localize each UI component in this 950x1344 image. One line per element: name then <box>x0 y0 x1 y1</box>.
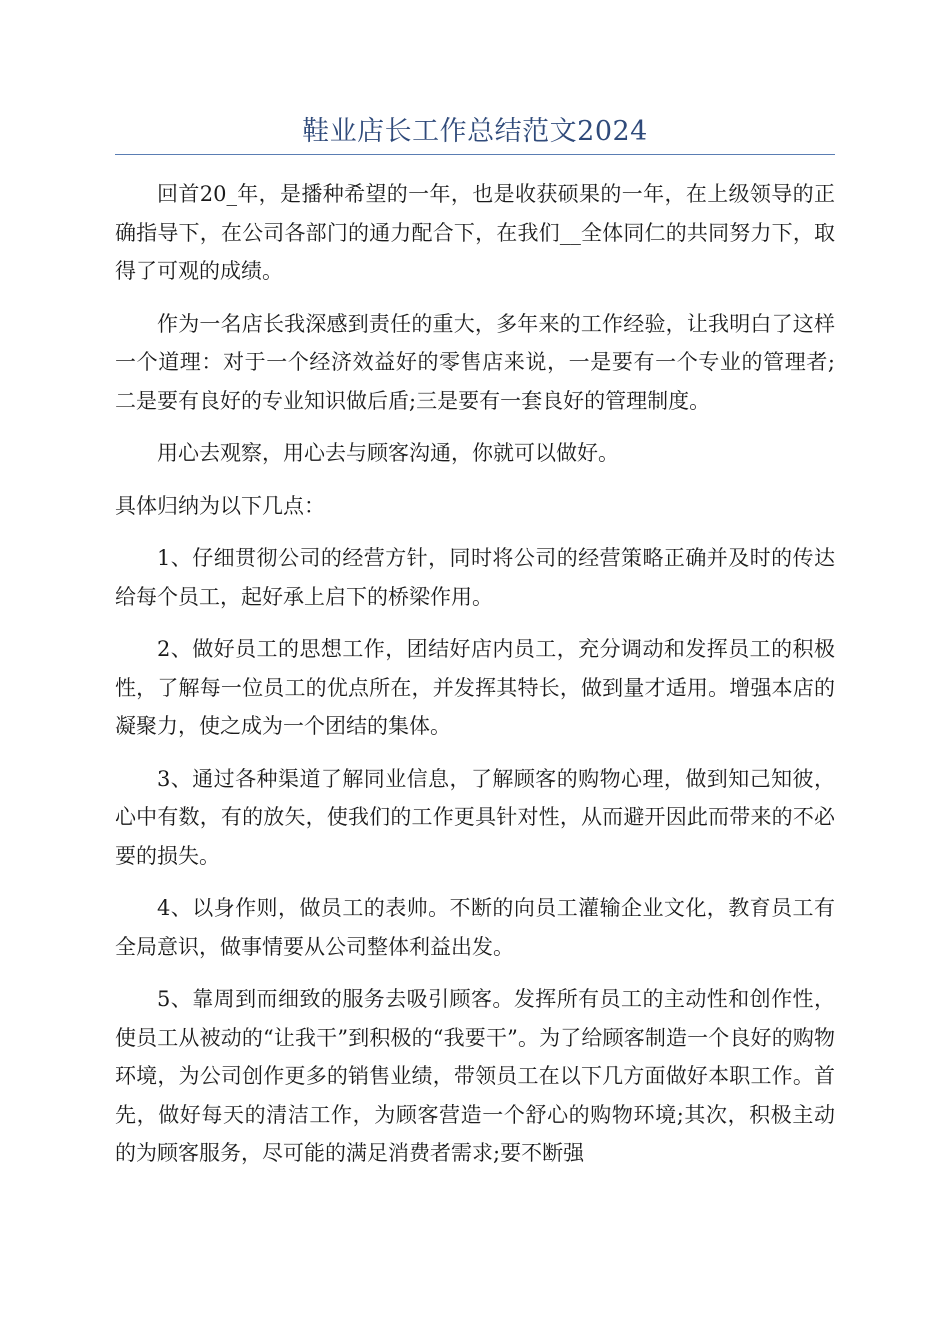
paragraph-summary-heading: 具体归纳为以下几点： <box>115 493 325 518</box>
list-item-5: 5、靠周到而细致的服务去吸引顾客。发挥所有员工的主动性和创作性，使员工从被动的“让我干”到积极的“我要干”。为了给顾客制造一个良好的购物环境，为公司创作更多的销售业绩，带领员工在以下几方面做好本职工作。首先，做好每天的清洁工作，为顾客营造一个舒心的购物环境;其次，积极主动的为顾客服务，尽可能的满足消费者需求;要不断强 <box>115 987 835 1165</box>
paragraph-responsibility: 作为一名店长我深感到责任的重大，多年来的工作经验，让我明白了这样一个道理：对于一个经济效益好的零售店来说，一是要有一个专业的管理者;二是要有良好的专业知识做后盾;三是要有一套良好的管理制度。 <box>115 311 835 413</box>
list-item-1: 1、仔细贯彻公司的经营方针，同时将公司的经营策略正确并及时的传达给每个员工，起好承上启下的桥梁作用。 <box>115 546 835 609</box>
title-underline <box>115 154 835 155</box>
paragraph-intro: 回首20_年，是播种希望的一年，也是收获硕果的一年，在上级领导的正确指导下，在公司各部门的通力配合下，在我们__全体同仁的共同努力下，取得了可观的成绩。 <box>115 182 835 283</box>
list-item-4: 4、以身作则，做员工的表帅。不断的向员工灌输企业文化，教育员工有全局意识，做事情要从公司整体利益出发。 <box>115 896 835 959</box>
page-title: 鞋业店长工作总结范文2024 <box>302 116 648 147</box>
paragraph-observe: 用心去观察，用心去与顾客沟通，你就可以做好。 <box>157 441 619 465</box>
list-item-3: 3、通过各种渠道了解同业信息，了解顾客的购物心理，做到知己知彼，心中有数，有的放矢，使我们的工作更具针对性，从而避开因此而带来的不必要的损失。 <box>115 766 835 868</box>
document-body <box>115 175 835 1187</box>
list-item-2: 2、做好员工的思想工作，团结好店内员工，充分调动和发挥员工的积极性，了解每一位员工的优点所在，并发挥其特长，做到量才适用。增强本店的凝聚力，使之成为一个团结的集体。 <box>115 637 835 738</box>
